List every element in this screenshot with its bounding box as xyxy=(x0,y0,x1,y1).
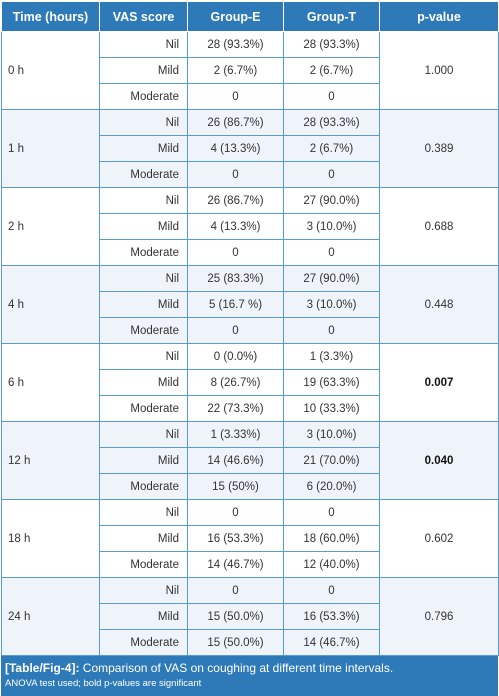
group-t-cell: 0 xyxy=(284,318,380,344)
group-t-cell: 10 (33.3%) xyxy=(284,396,380,422)
group-t-cell: 0 xyxy=(284,162,380,188)
group-e-cell: 8 (26.7%) xyxy=(188,370,284,396)
group-t-cell: 1 (3.3%) xyxy=(284,344,380,370)
group-e-cell: 15 (50.0%) xyxy=(188,630,284,656)
time-cell: 4 h xyxy=(2,266,100,344)
vas-cell: Moderate xyxy=(100,84,188,110)
header-group-e: Group-E xyxy=(188,2,284,32)
group-e-cell: 5 (16.7 %) xyxy=(188,292,284,318)
vas-cell: Nil xyxy=(100,266,188,292)
vas-cell: Nil xyxy=(100,110,188,136)
vas-cell: Moderate xyxy=(100,552,188,578)
table-row xyxy=(2,500,499,526)
vas-cell: Nil xyxy=(100,422,188,448)
vas-cell: Moderate xyxy=(100,396,188,422)
time-cell: 2 h xyxy=(2,188,100,266)
group-t-cell: 3 (10.0%) xyxy=(284,422,380,448)
group-t-cell: 3 (10.0%) xyxy=(284,214,380,240)
p-value-cell: 0.389 xyxy=(380,110,499,188)
group-t-cell: 2 (6.7%) xyxy=(284,136,380,162)
table-row xyxy=(2,110,499,136)
group-t-cell: 21 (70.0%) xyxy=(284,448,380,474)
group-t-cell: 28 (93.3%) xyxy=(284,110,380,136)
group-t-cell: 16 (53.3%) xyxy=(284,604,380,630)
p-value-cell: 0.602 xyxy=(380,500,499,578)
table-row xyxy=(2,188,499,214)
table-row xyxy=(2,32,499,58)
table-row xyxy=(2,266,499,292)
group-e-cell: 2 (6.7%) xyxy=(188,58,284,84)
vas-cell: Moderate xyxy=(100,240,188,266)
time-cell: 12 h xyxy=(2,422,100,500)
table-body xyxy=(2,32,499,656)
group-e-cell: 25 (83.3%) xyxy=(188,266,284,292)
group-e-cell: 0 xyxy=(188,84,284,110)
table-row xyxy=(2,422,499,448)
group-e-cell: 0 xyxy=(188,162,284,188)
group-t-cell: 19 (63.3%) xyxy=(284,370,380,396)
vas-cell: Mild xyxy=(100,292,188,318)
time-cell: 1 h xyxy=(2,110,100,188)
group-t-cell: 0 xyxy=(284,240,380,266)
group-e-cell: 4 (13.3%) xyxy=(188,136,284,162)
group-e-cell: 0 xyxy=(188,240,284,266)
vas-cell: Nil xyxy=(100,578,188,604)
group-t-cell: 0 xyxy=(284,500,380,526)
vas-cell: Mild xyxy=(100,136,188,162)
vas-cell: Nil xyxy=(100,32,188,58)
caption-tag: [Table/Fig-4]: xyxy=(5,661,80,675)
group-t-cell: 12 (40.0%) xyxy=(284,552,380,578)
caption-note: ANOVA test used; bold p-values are significant xyxy=(5,678,202,689)
header-time: Time (hours) xyxy=(2,2,100,32)
group-e-cell: 16 (53.3%) xyxy=(188,526,284,552)
vas-cell: Nil xyxy=(100,500,188,526)
vas-cell: Mild xyxy=(100,526,188,552)
time-cell: 18 h xyxy=(2,500,100,578)
group-e-cell: 26 (86.7%) xyxy=(188,110,284,136)
p-value-cell: 0.688 xyxy=(380,188,499,266)
group-e-cell: 15 (50.0%) xyxy=(188,604,284,630)
vas-cell: Moderate xyxy=(100,162,188,188)
group-t-cell: 18 (60.0%) xyxy=(284,526,380,552)
time-cell: 0 h xyxy=(2,32,100,110)
group-e-cell: 22 (73.3%) xyxy=(188,396,284,422)
group-t-cell: 6 (20.0%) xyxy=(284,474,380,500)
p-value-cell: 1.000 xyxy=(380,32,499,110)
table-figure xyxy=(1,1,498,694)
p-value-cell: 0.040 xyxy=(380,422,499,500)
vas-table xyxy=(1,1,499,656)
group-e-cell: 0 xyxy=(188,578,284,604)
group-t-cell: 14 (46.7%) xyxy=(284,630,380,656)
caption-title: Comparison of VAS on coughing at different time intervals. xyxy=(82,661,394,675)
vas-cell: Moderate xyxy=(100,474,188,500)
group-e-cell: 15 (50%) xyxy=(188,474,284,500)
group-e-cell: 0 xyxy=(188,318,284,344)
time-cell: 24 h xyxy=(2,578,100,656)
header-group-t: Group-T xyxy=(284,2,380,32)
time-cell: 6 h xyxy=(2,344,100,422)
group-t-cell: 2 (6.7%) xyxy=(284,58,380,84)
header-vas: VAS score xyxy=(100,2,188,32)
group-e-cell: 4 (13.3%) xyxy=(188,214,284,240)
vas-cell: Mild xyxy=(100,370,188,396)
vas-cell: Mild xyxy=(100,448,188,474)
table-row xyxy=(2,344,499,370)
group-e-cell: 14 (46.6%) xyxy=(188,448,284,474)
group-e-cell: 26 (86.7%) xyxy=(188,188,284,214)
vas-cell: Mild xyxy=(100,214,188,240)
vas-cell: Nil xyxy=(100,344,188,370)
group-e-cell: 28 (93.3%) xyxy=(188,32,284,58)
group-e-cell: 0 xyxy=(188,500,284,526)
group-t-cell: 27 (90.0%) xyxy=(284,266,380,292)
table-header-row xyxy=(2,2,499,32)
p-value-cell: 0.448 xyxy=(380,266,499,344)
group-e-cell: 14 (46.7%) xyxy=(188,552,284,578)
vas-cell: Moderate xyxy=(100,318,188,344)
vas-cell: Moderate xyxy=(100,630,188,656)
caption-line xyxy=(5,660,492,677)
vas-cell: Mild xyxy=(100,58,188,84)
p-value-cell: 0.007 xyxy=(380,344,499,422)
group-e-cell: 0 (0.0%) xyxy=(188,344,284,370)
group-t-cell: 3 (10.0%) xyxy=(284,292,380,318)
group-t-cell: 0 xyxy=(284,578,380,604)
caption xyxy=(1,656,498,696)
group-t-cell: 0 xyxy=(284,84,380,110)
vas-cell: Mild xyxy=(100,604,188,630)
p-value-cell: 0.796 xyxy=(380,578,499,656)
group-t-cell: 27 (90.0%) xyxy=(284,188,380,214)
table-row xyxy=(2,578,499,604)
header-p-value: p-value xyxy=(380,2,499,32)
vas-cell: Nil xyxy=(100,188,188,214)
group-e-cell: 1 (3.33%) xyxy=(188,422,284,448)
group-t-cell: 28 (93.3%) xyxy=(284,32,380,58)
